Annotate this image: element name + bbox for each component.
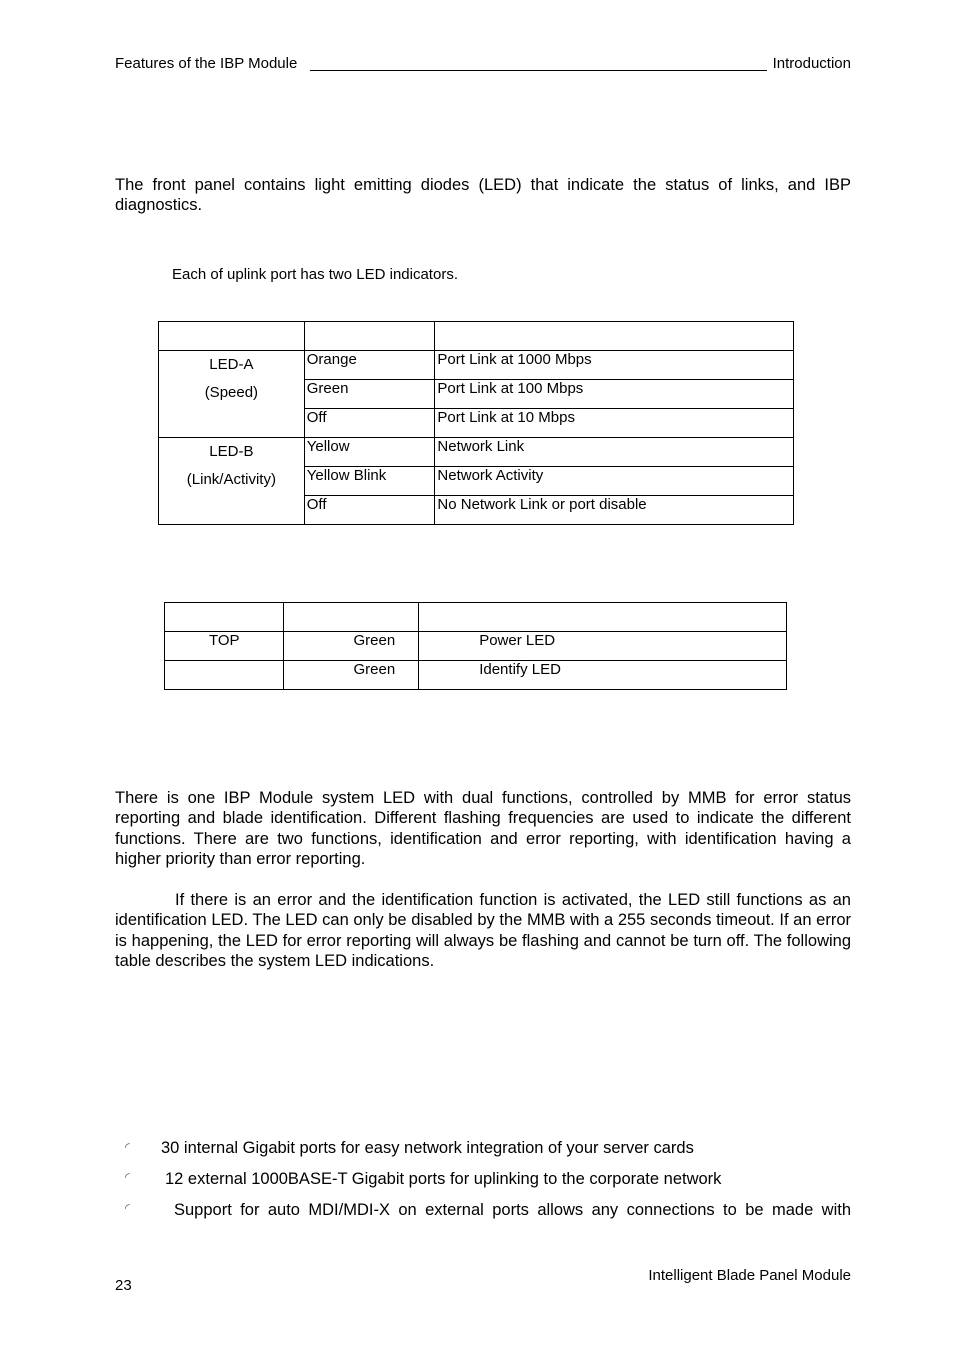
table-cell [159, 322, 305, 351]
led-status-cell: Port Link at 10 Mbps [435, 409, 794, 438]
led-position-cell [165, 661, 284, 690]
led-name: LED-B [209, 443, 254, 460]
table-cell [284, 603, 419, 632]
bullet-icon: ◜ [125, 1140, 130, 1154]
led-color-cell: Green [304, 380, 435, 409]
feature-item: 12 external 1000BASE-T Gigabit ports for uplinking to the corporate network [165, 1170, 722, 1188]
uplink-led-table [158, 321, 794, 525]
led-function-cell: Power LED [419, 632, 787, 661]
table-row [165, 632, 787, 661]
table-cell [304, 322, 435, 351]
led-name: LED-A [209, 356, 254, 373]
table-cell [435, 322, 794, 351]
led-subtitle: (Speed) [204, 384, 259, 401]
bullet-icon: ◜ [125, 1201, 130, 1215]
table-cell [165, 603, 284, 632]
led-status-cell: Network Link [435, 438, 794, 467]
feature-item: 30 internal Gigabit ports for easy network integration of your server cards [161, 1139, 694, 1157]
footer-title: Intelligent Blade Panel Module [648, 1267, 851, 1284]
header-section-title: Features of the IBP Module [115, 55, 298, 72]
feature-item: Support for auto MDI/MDI-X on external ports allows any connections to be made with [174, 1201, 851, 1219]
led-color-cell: Orange [304, 351, 435, 380]
led-color-cell: Green [284, 661, 419, 690]
table-row [159, 438, 794, 467]
table-row [159, 351, 794, 380]
led-status-cell: Network Activity [435, 467, 794, 496]
led-group-cell [159, 351, 305, 438]
led-color-cell: Green [284, 632, 419, 661]
led-function-cell: Identify LED [419, 661, 787, 690]
system-led-table [164, 602, 787, 690]
led-color-cell: Yellow Blink [304, 467, 435, 496]
page-number: 23 [115, 1277, 132, 1294]
led-color-cell: Yellow [304, 438, 435, 467]
table-header-row [159, 322, 794, 351]
led-color-cell: Off [304, 409, 435, 438]
bullet-icon: ◜ [125, 1170, 130, 1184]
led-status-cell: No Network Link or port disable [435, 496, 794, 525]
uplink-note: Each of uplink port has two LED indicators. [172, 266, 458, 283]
table-row [165, 661, 787, 690]
system-led-paragraph-2: If there is an error and the identification function is activated, the LED still functions as an identification LED. The LED can only be disabled by the MMB with a 255 seconds timeout. If an error is happening, the LED for error reporting will always be flashing and cannot be turn off. The following table describes the system LED indications. [115, 891, 851, 971]
led-color-cell: Off [304, 496, 435, 525]
led-group-cell [159, 438, 305, 525]
table-header-row [165, 603, 787, 632]
led-status-cell: Port Link at 1000 Mbps [435, 351, 794, 380]
led-position-cell: TOP [165, 632, 284, 661]
led-subtitle: (Link/Activity) [186, 471, 276, 488]
header-rule [310, 70, 767, 71]
system-led-paragraph: There is one IBP Module system LED with dual functions, controlled by MMB for error status reporting and blade identification. Different flashing frequencies are used to indicate the different functions. There are two functions, identification and error reporting, with identification having a higher priority than error reporting. [115, 789, 851, 869]
led-status-cell: Port Link at 100 Mbps [435, 380, 794, 409]
table-cell [419, 603, 787, 632]
intro-paragraph: The front panel contains light emitting diodes (LED) that indicate the status of links, and IBP diagnostics. [115, 176, 851, 215]
header-chapter-title: Introduction [772, 55, 851, 72]
